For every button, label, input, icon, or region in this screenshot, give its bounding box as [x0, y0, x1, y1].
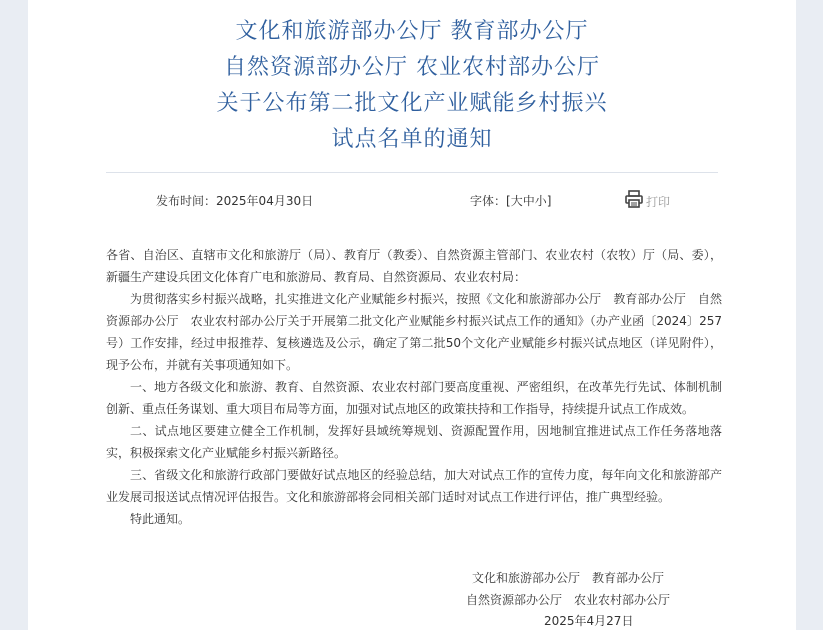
- font-size-options[interactable]: [大中小]: [506, 194, 552, 208]
- article-body: [106, 244, 722, 530]
- signature-line-1: 文化和旅游部办公厅 教育部办公厅: [472, 571, 665, 585]
- title-line-2: 自然资源部办公厅 农业农村部办公厅: [224, 55, 600, 80]
- paragraph-2: 二、试点地区要建立健全工作机制，发挥好县域统筹规划、资源配置作用，因地制宜推进试点工作任务落地落实，积极探索文化产业赋能乡村振兴新路径。: [106, 424, 722, 460]
- title-line-1: 文化和旅游部办公厅 教育部办公厅: [235, 19, 589, 44]
- paragraph-intro: 为贯彻落实乡村振兴战略，扎实推进文化产业赋能乡村振兴，按照《文化和旅游部办公厅 教育部办公厅 自然资源部办公厅 农业农村部办公厅关于开展第二批文化产业赋能乡村振兴试点工作的通知》（办产业函〔2024〕257号）工作安排，经过申报推荐、复核遴选及公示，确定了第二批50个文化产业赋能乡村振兴试点地区（详见附件），现予公布，并就有关事项通知如下。: [106, 292, 722, 372]
- signature-line-2: 自然资源部办公厅 农业农村部办公厅: [466, 593, 671, 607]
- font-size-control: [470, 192, 551, 210]
- paragraph-1: 一、地方各级文化和旅游、教育、自然资源、农业农村部门要高度重视、严密组织，在改革先行先试、体制机制创新、重点任务谋划、重大项目布局等方面，加强对试点地区的政策扶持和工作指导，持续提升试点工作成效。: [106, 380, 722, 416]
- signature-date: 2025年4月27日: [544, 614, 634, 628]
- publish-date: 2025年04月30日: [216, 194, 314, 208]
- print-button[interactable]: [624, 190, 670, 212]
- publish-time: [156, 192, 313, 210]
- publish-label: 发布时间：: [156, 194, 217, 208]
- paragraph-closing: 特此通知。: [130, 512, 191, 526]
- article-page: [28, 0, 796, 630]
- font-label: 字体：: [470, 194, 507, 208]
- printer-icon: [624, 189, 644, 213]
- paragraph-3: 三、省级文化和旅游行政部门要做好试点地区的经验总结，加大对试点工作的宣传力度，每年向文化和旅游部产业发展司报送试点情况评估报告。文化和旅游部将会同相关部门适时对试点工作进行评估，推广典型经验。: [106, 468, 722, 504]
- title-line-3: 关于公布第二批文化产业赋能乡村振兴: [216, 91, 608, 116]
- print-label: 打印: [646, 194, 671, 209]
- title-line-4: 试点名单的通知: [331, 127, 493, 152]
- divider-top: [106, 172, 718, 173]
- salutation: 各省、自治区、直辖市文化和旅游厅（局）、教育厅（教委）、自然资源主管部门、农业农村（农牧）厅（局、委），新疆生产建设兵团文化体育广电和旅游局、教育局、自然资源局、农业农村局：: [106, 248, 722, 284]
